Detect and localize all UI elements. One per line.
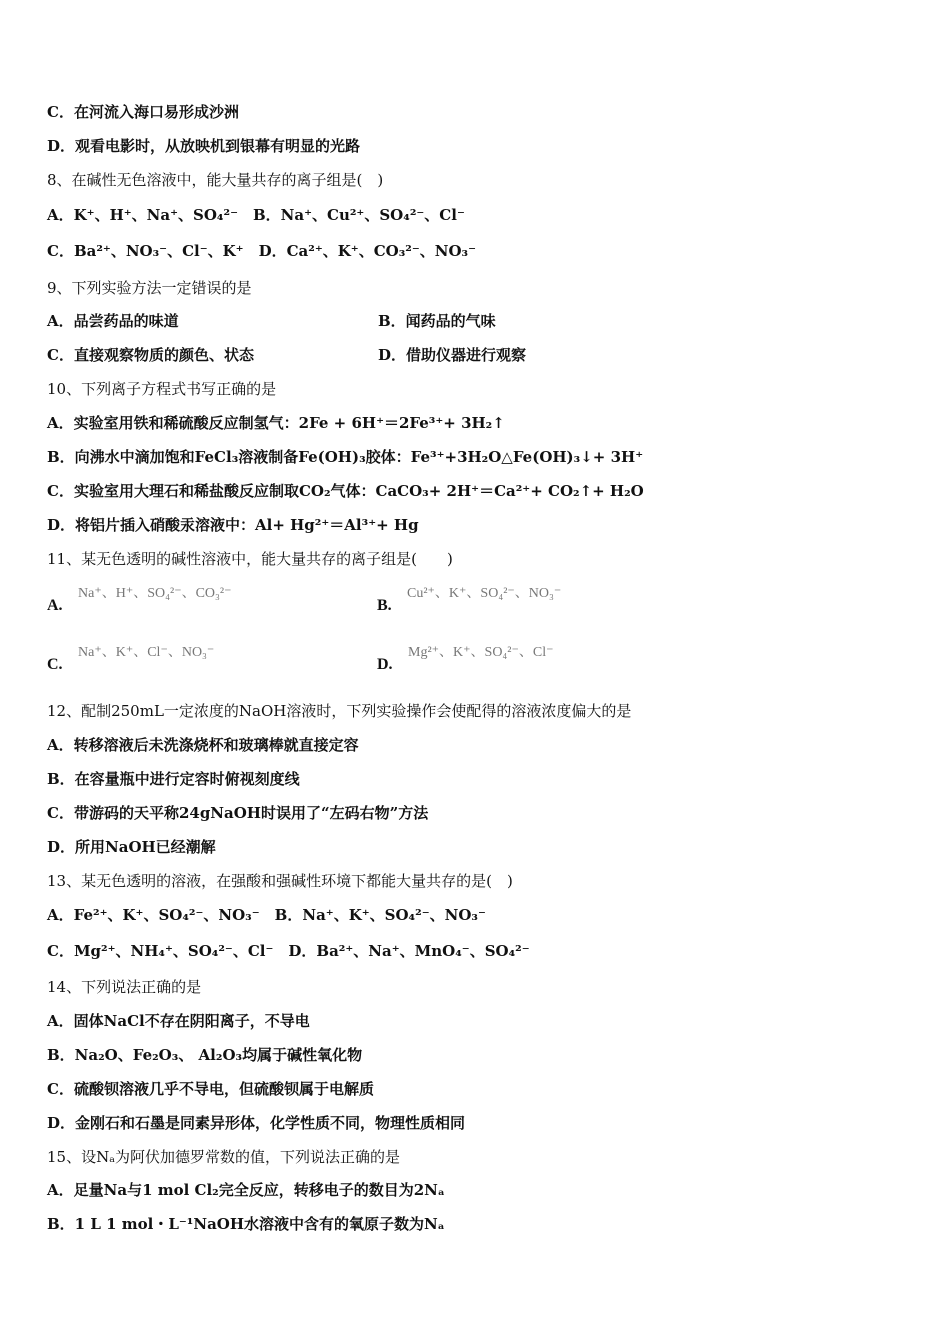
q11-label-a: A. bbox=[47, 597, 63, 614]
q8-options-ab: A．K⁺、H⁺、Na⁺、SO₄²⁻ B．Na⁺、Cu²⁺、SO₄²⁻、Cl⁻ bbox=[47, 206, 465, 224]
q9-stem: 9、下列实验方法一定错误的是 bbox=[47, 279, 252, 297]
q10-option-c: C．实验室用大理石和稀盐酸反应制取CO₂气体：CaCO₃+ 2H⁺＝Ca²⁺+ CO₂↑+ H₂O bbox=[47, 482, 644, 500]
q15-stem: 15、设Nₐ为阿伏加德罗常数的值，下列说法正确的是 bbox=[47, 1148, 401, 1166]
q15-option-a: A．足量Na与1 mol Cl₂完全反应，转移电子的数目为2Nₐ bbox=[47, 1181, 445, 1199]
q9-option-b: B．闻药品的气味 bbox=[378, 312, 496, 330]
q11-stem: 11、某无色透明的碱性溶液中，能大量共存的离子组是( ) bbox=[47, 550, 453, 568]
q14-stem: 14、下列说法正确的是 bbox=[47, 978, 202, 996]
q10-stem: 10、下列离子方程式书写正确的是 bbox=[47, 380, 277, 398]
q14-option-b: B．Na₂O、Fe₂O₃、 Al₂O₃均属于碱性氧化物 bbox=[47, 1046, 363, 1064]
q14-option-a: A．固体NaCl不存在阴阳离子，不导电 bbox=[47, 1012, 310, 1030]
q12-option-d: D．所用NaOH已经潮解 bbox=[47, 838, 216, 856]
q9-option-c: C．直接观察物质的颜色、状态 bbox=[47, 346, 254, 364]
q12-option-b: B．在容量瓶中进行定容时俯视刻度线 bbox=[47, 770, 300, 788]
q11-option-c: Na⁺、K⁺、Cl⁻、NO₃⁻ bbox=[78, 645, 215, 660]
q13-options-ab: A．Fe²⁺、K⁺、SO₄²⁻、NO₃⁻ B．Na⁺、K⁺、SO₄²⁻、NO₃⁻ bbox=[47, 906, 486, 924]
q11-option-b: Cu²⁺、K⁺、SO₄²⁻、NO₃⁻ bbox=[407, 586, 562, 601]
q13-stem: 13、某无色透明的溶液，在强酸和强碱性环境下都能大量共存的是( ) bbox=[47, 872, 513, 890]
q11-option-a: Na⁺、H⁺、SO₄²⁻、CO₃²⁻ bbox=[78, 586, 232, 601]
q10-option-b: B．向沸水中滴加饱和FeCl₃溶液制备Fe(OH)₃胶体：Fe³⁺+3H₂O△Fe(OH)₃↓+ 3H⁺ bbox=[47, 448, 644, 466]
q11-label-b: B. bbox=[377, 597, 392, 614]
q11-option-d: Mg²⁺、K⁺、SO₄²⁻、Cl⁻ bbox=[408, 645, 554, 660]
q10-option-a: A．实验室用铁和稀硫酸反应制氢气：2Fe + 6H⁺＝2Fe³⁺+ 3H₂↑ bbox=[47, 414, 505, 432]
q8-options-cd: C．Ba²⁺、NO₃⁻、Cl⁻、K⁺ D．Ca²⁺、K⁺、CO₃²⁻、NO₃⁻ bbox=[47, 242, 477, 260]
q15-option-b: B．1 L 1 mol・L⁻¹NaOH水溶液中含有的氧原子数为Nₐ bbox=[47, 1215, 445, 1233]
q14-option-d: D．金刚石和石墨是同素异形体，化学性质不同，物理性质相同 bbox=[47, 1114, 466, 1132]
q9-option-d: D．借助仪器进行观察 bbox=[378, 346, 527, 364]
q11-label-c: C. bbox=[47, 656, 63, 673]
q11-label-d: D. bbox=[377, 656, 393, 673]
q13-options-cd: C．Mg²⁺、NH₄⁺、SO₄²⁻、Cl⁻ D．Ba²⁺、Na⁺、MnO₄⁻、SO₄²⁻ bbox=[47, 942, 530, 960]
q7-option-d: D．观看电影时，从放映机到银幕有明显的光路 bbox=[47, 137, 361, 155]
q12-option-a: A．转移溶液后未洗涤烧杯和玻璃棒就直接定容 bbox=[47, 736, 359, 754]
q8-stem: 8、在碱性无色溶液中，能大量共存的离子组是( ) bbox=[47, 171, 384, 189]
q7-option-c: C．在河流入海口易形成沙洲 bbox=[47, 103, 239, 121]
q14-option-c: C．硫酸钡溶液几乎不导电，但硫酸钡属于电解质 bbox=[47, 1080, 374, 1098]
q10-option-d: D．将铝片插入硝酸汞溶液中：Al+ Hg²⁺＝Al³⁺+ Hg bbox=[47, 516, 419, 534]
q12-stem: 12、配制250mL一定浓度的NaOH溶液时，下列实验操作会使配得的溶液浓度偏大的是 bbox=[47, 702, 632, 720]
q9-option-a: A．品尝药品的味道 bbox=[47, 312, 179, 330]
q12-option-c: C．带游码的天平称24gNaOH时误用了“左码右物”方法 bbox=[47, 804, 429, 822]
